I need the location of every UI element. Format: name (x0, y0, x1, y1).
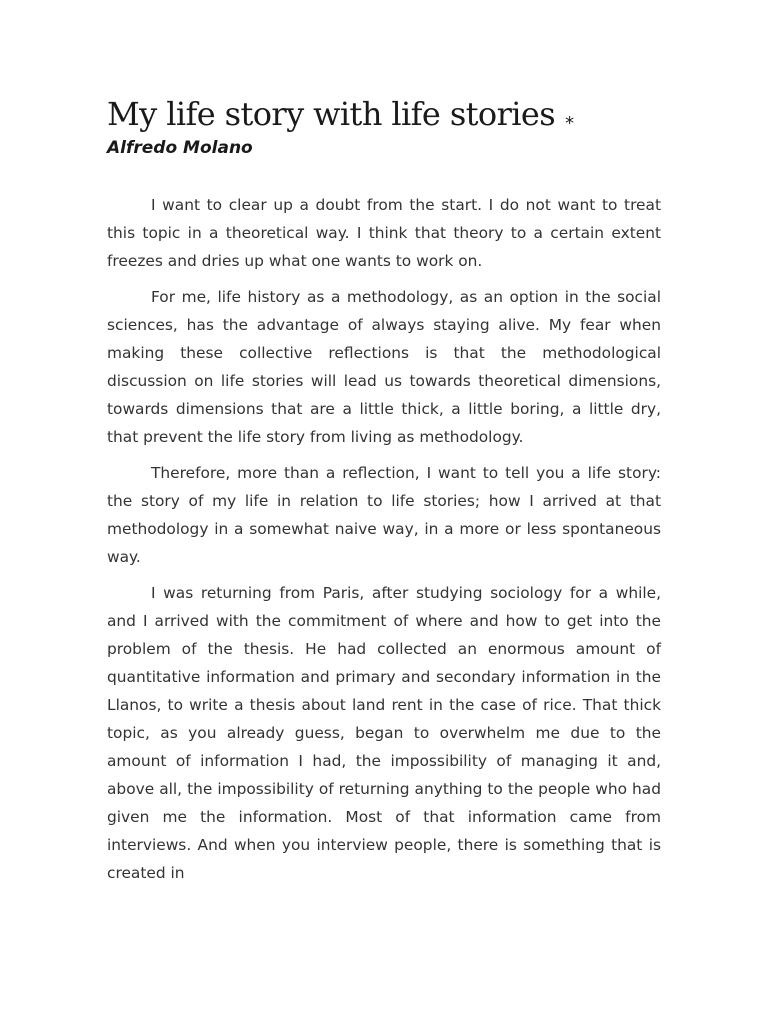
paragraph-3: Therefore, more than a reflection, I want to tell you a life story: the story of my life in relation to life stories; how I arrived at that methodology in a somewhat naive way, in a more or less spontaneous way. (107, 464, 661, 566)
body-text (107, 191, 661, 887)
footnote-marker[interactable]: * (565, 113, 575, 134)
paragraph-2: For me, life history as a methodology, as an option in the social sciences, has the advantage of always staying alive. My fear when making these collective reflections is that the methodological discussion on life stories will lead us towards theoretical dimensions, towards dimensions that are a little thick, a little boring, a little dry, that prevent the life story from living as methodology. (107, 288, 661, 446)
paragraph-1: I want to clear up a doubt from the start. I do not want to treat this topic in a theoretical way. I think that theory to a certain extent freezes and dries up what one wants to work on. (107, 196, 661, 270)
document-page (107, 92, 661, 895)
paragraph-4: I was returning from Paris, after studying sociology for a while, and I arrived with the commitment of where and how to get into the problem of the thesis. He had collected an enormous amount of quantitative information and primary and secondary information in the Llanos, to write a thesis about land rent in the case of rice. That thick topic, as you already guess, began to overwhelm me due to the amount of information I had, the impossibility of managing it and, above all, the impossibility of returning anything to the people who had given me the information. Most of that information came from interviews. And when you interview people, there is something that is created in (107, 584, 661, 882)
author-name: Alfredo Molano (107, 138, 253, 158)
title-row (107, 92, 661, 136)
document-title: My life story with life stories (107, 95, 556, 133)
